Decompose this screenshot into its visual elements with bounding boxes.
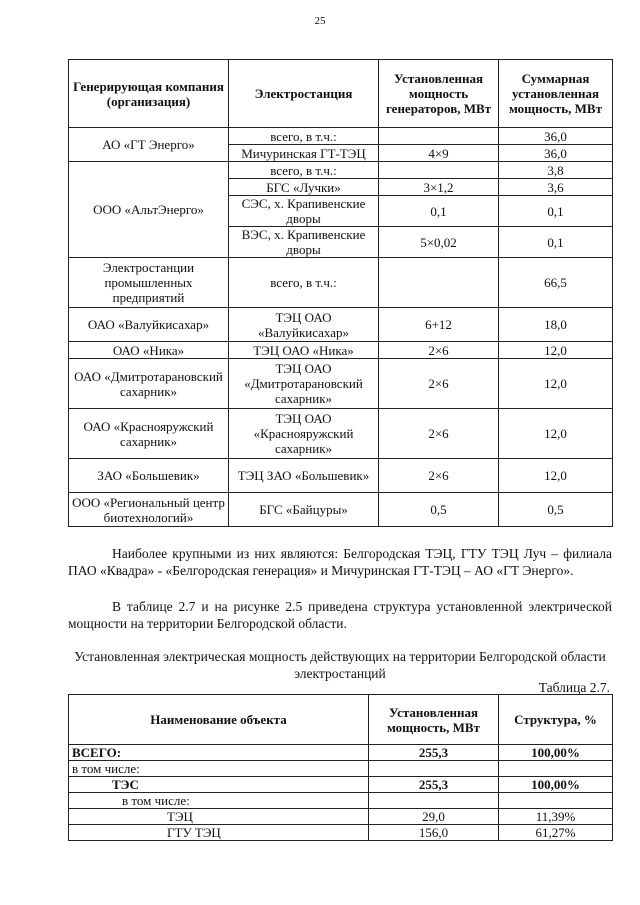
company-cell: ОАО «Дмитротарановский сахарник»	[69, 359, 229, 409]
object-name-cell: ВСЕГО:	[69, 745, 369, 761]
generator-power-cell: 0,1	[379, 196, 499, 227]
installed-power-cell: 255,3	[369, 745, 499, 761]
object-name-cell: ТЭЦ	[69, 809, 369, 825]
table-row	[69, 342, 613, 359]
generating-companies-table	[68, 59, 613, 527]
generator-power-cell: 3×1,2	[379, 179, 499, 196]
structure-share-cell	[499, 761, 613, 777]
generator-power-cell: 2×6	[379, 409, 499, 459]
station-cell: СЭС, х. Крапивенские дворы	[229, 196, 379, 227]
generator-power-cell	[379, 258, 499, 308]
generator-power-cell: 5×0,02	[379, 227, 499, 258]
company-cell: ОАО «Ника»	[69, 342, 229, 359]
installed-power-cell: 255,3	[369, 777, 499, 793]
total-power-cell: 18,0	[499, 308, 613, 342]
table-row	[69, 409, 613, 459]
object-name-cell: ГТУ ТЭЦ	[69, 825, 369, 841]
header-installed-power: Установленная мощность, МВт	[369, 695, 499, 745]
station-cell: всего, в т.ч.:	[229, 128, 379, 145]
total-power-cell: 3,8	[499, 162, 613, 179]
total-power-cell: 36,0	[499, 145, 613, 162]
table-row	[69, 809, 613, 825]
station-cell: БГС «Байцуры»	[229, 493, 379, 527]
header-station: Электростанция	[229, 60, 379, 128]
paragraph-largest-stations: Наиболее крупными из них являются: Белгородская ТЭЦ, ГТУ ТЭЦ Луч – филиала ПАО «Квадра» - «Белгородская генерация» и Мичуринская ГТ-ТЭЦ – АО «ГТ Энерго».	[68, 546, 612, 578]
company-cell: ОАО «Валуйкисахар»	[69, 308, 229, 342]
company-cell: ОАО «Краснояружский сахарник»	[69, 409, 229, 459]
object-name-cell: ТЭС	[69, 777, 369, 793]
generator-power-cell	[379, 128, 499, 145]
table-caption: Установленная электрическая мощность действующих на территории Белгородской области электростанций	[74, 649, 606, 681]
station-cell: ТЭЦ ОАО «Краснояружский сахарник»	[229, 409, 379, 459]
table-row	[69, 761, 613, 777]
table-row	[69, 308, 613, 342]
company-cell: АО «ГТ Энерго»	[69, 128, 229, 162]
station-cell: Мичуринская ГТ-ТЭЦ	[229, 145, 379, 162]
table-row	[69, 459, 613, 493]
table-row	[69, 128, 613, 145]
header-total-power: Суммарная установленная мощность, МВт	[499, 60, 613, 128]
structure-share-cell: 100,00%	[499, 777, 613, 793]
table-row	[69, 825, 613, 841]
header-object-name: Наименование объекта	[69, 695, 369, 745]
table-number: Таблица 2.7.	[538, 680, 610, 695]
header-company: Генерирующая компания (организация)	[69, 60, 229, 128]
generator-power-cell: 2×6	[379, 459, 499, 493]
table2-body	[69, 745, 613, 841]
paragraph-table-reference: В таблице 2.7 и на рисунке 2.5 приведена структура установленной электрической мощности на территории Белгородской области.	[68, 599, 612, 631]
installed-capacity-table	[68, 694, 613, 841]
total-power-cell: 12,0	[499, 342, 613, 359]
station-cell: всего, в т.ч.:	[229, 162, 379, 179]
installed-power-cell	[369, 761, 499, 777]
table-row	[69, 745, 613, 761]
total-power-cell: 12,0	[499, 409, 613, 459]
table-row	[69, 162, 613, 179]
object-name-cell: в том числе:	[69, 761, 369, 777]
total-power-cell: 36,0	[499, 128, 613, 145]
table-row	[69, 793, 613, 809]
table-row	[69, 258, 613, 308]
structure-share-cell: 11,39%	[499, 809, 613, 825]
table-row	[69, 359, 613, 409]
generator-power-cell: 6+12	[379, 308, 499, 342]
company-cell: ООО «Региональный центр биотехнологий»	[69, 493, 229, 527]
total-power-cell: 12,0	[499, 359, 613, 409]
station-cell: ТЭЦ ОАО «Дмитротарановский сахарник»	[229, 359, 379, 409]
station-cell: БГС «Лучки»	[229, 179, 379, 196]
total-power-cell: 0,1	[499, 227, 613, 258]
company-cell: Электростанции промышленных предприятий	[69, 258, 229, 308]
table1-body	[69, 128, 613, 527]
generator-power-cell: 0,5	[379, 493, 499, 527]
total-power-cell: 0,5	[499, 493, 613, 527]
total-power-cell: 3,6	[499, 179, 613, 196]
installed-power-cell: 156,0	[369, 825, 499, 841]
station-cell: ТЭЦ ОАО «Ника»	[229, 342, 379, 359]
total-power-cell: 12,0	[499, 459, 613, 493]
generator-power-cell: 2×6	[379, 342, 499, 359]
installed-power-cell	[369, 793, 499, 809]
total-power-cell: 66,5	[499, 258, 613, 308]
structure-share-cell: 61,27%	[499, 825, 613, 841]
structure-share-cell: 100,00%	[499, 745, 613, 761]
generator-power-cell: 4×9	[379, 145, 499, 162]
object-name-cell: в том числе:	[69, 793, 369, 809]
total-power-cell: 0,1	[499, 196, 613, 227]
company-cell: ООО «АльтЭнерго»	[69, 162, 229, 258]
station-cell: всего, в т.ч.:	[229, 258, 379, 308]
station-cell: ТЭЦ ЗАО «Большевик»	[229, 459, 379, 493]
table-row	[69, 493, 613, 527]
header-generator-power: Установленная мощность генераторов, МВт	[379, 60, 499, 128]
company-cell: ЗАО «Большевик»	[69, 459, 229, 493]
station-cell: ТЭЦ ОАО «Валуйкисахар»	[229, 308, 379, 342]
table-row	[69, 777, 613, 793]
installed-power-cell: 29,0	[369, 809, 499, 825]
station-cell: ВЭС, х. Крапивенские дворы	[229, 227, 379, 258]
page-number: 25	[314, 15, 326, 27]
structure-share-cell	[499, 793, 613, 809]
generator-power-cell	[379, 162, 499, 179]
generator-power-cell: 2×6	[379, 359, 499, 409]
header-structure: Структура, %	[499, 695, 613, 745]
